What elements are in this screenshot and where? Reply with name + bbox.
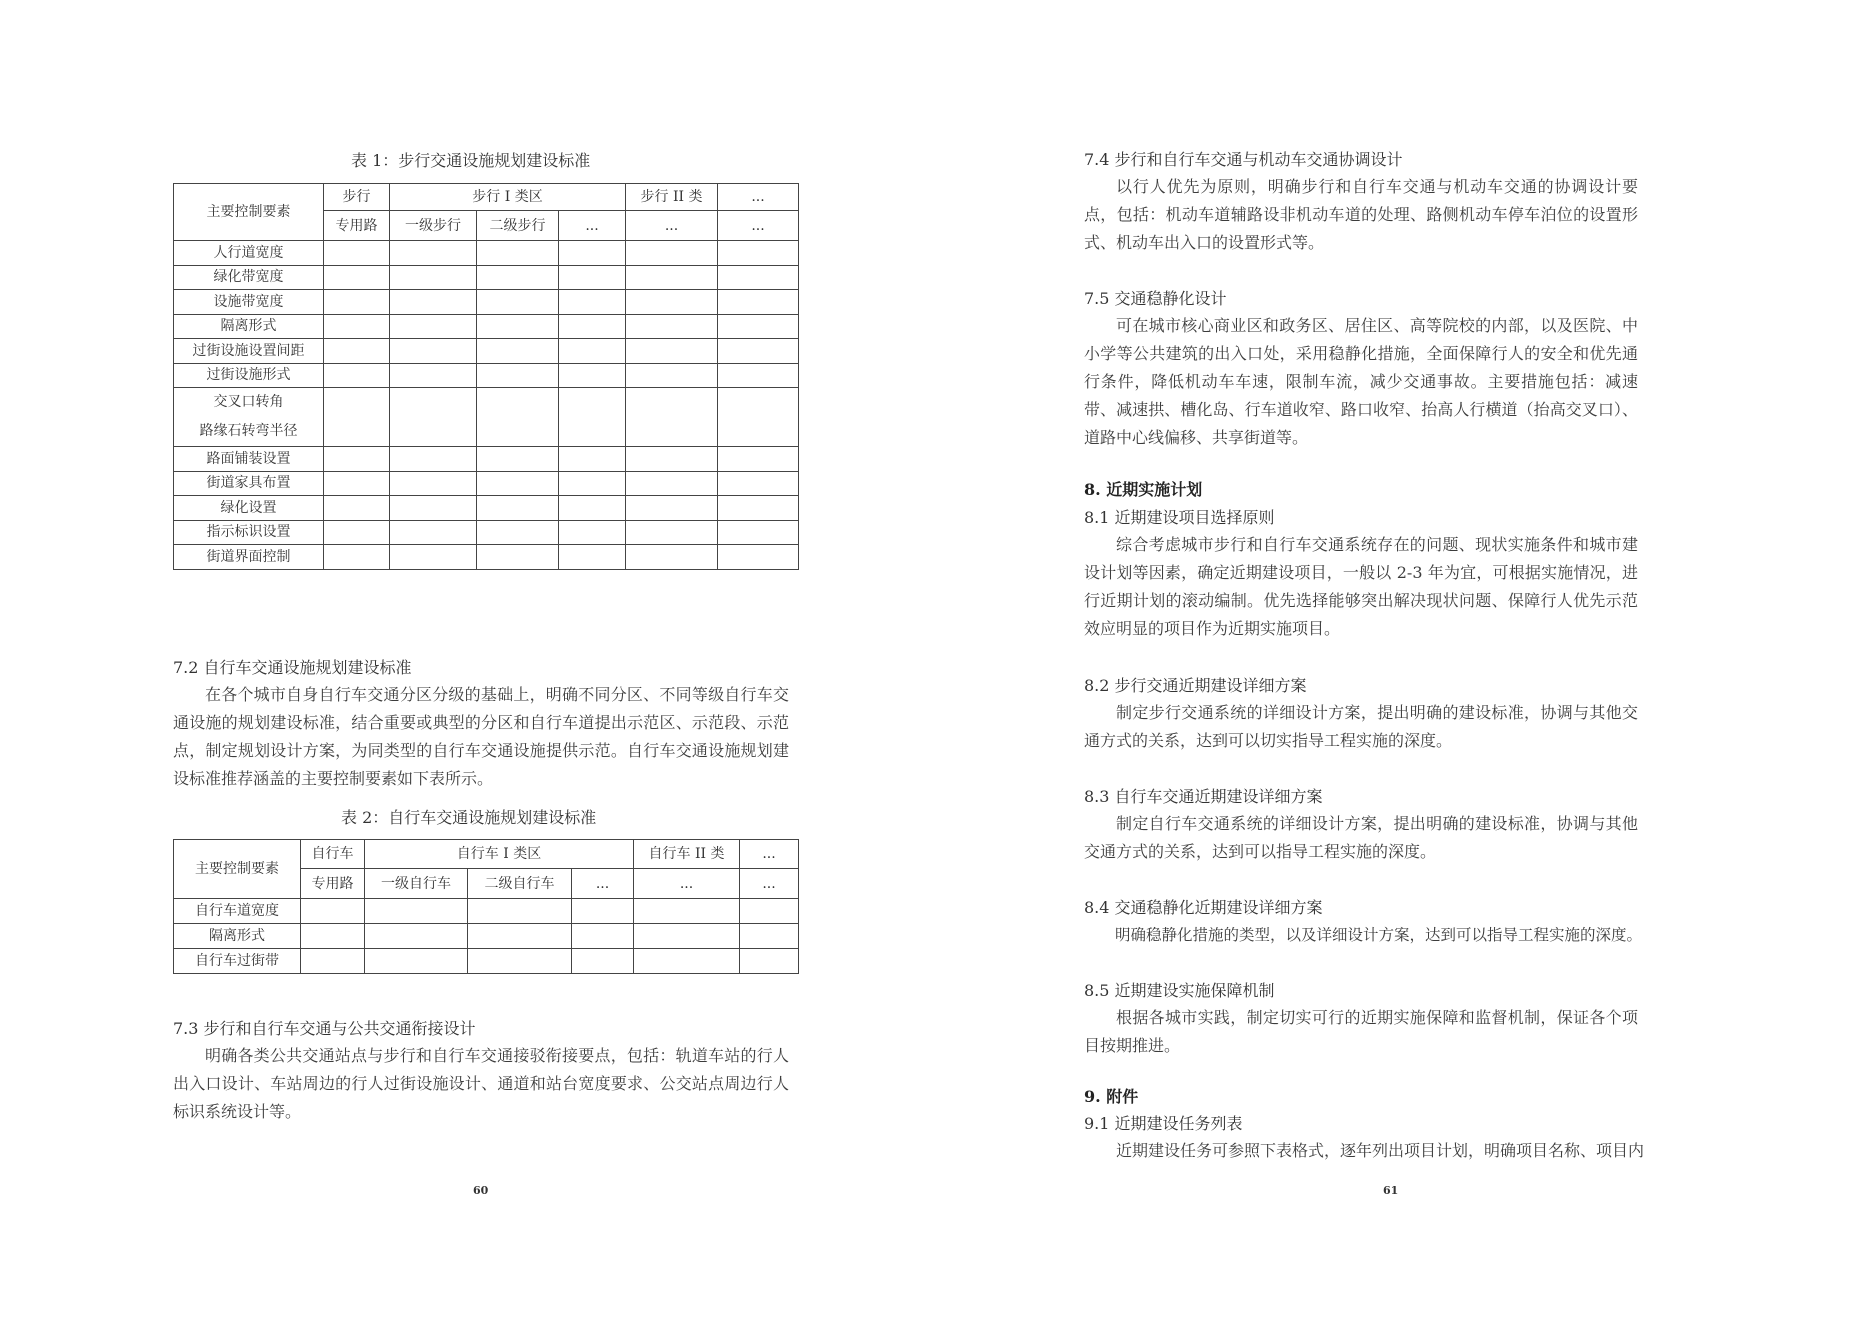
t1-row-label: 人行道宽度 [174,241,324,266]
t1-row [174,363,799,388]
t1-empty-cell [324,339,390,364]
t1-row-label: 街道界面控制 [174,545,324,570]
t1-empty-cell [626,471,718,496]
t2-row [174,949,799,974]
t1-sub-more2: ... [718,211,799,241]
section-8-2-paragraph: 制定步行交通系统的详细设计方案，提出明确的建设标准，协调与其他交通方式的关系，达到可以切实指导工程实施的深度。 [1084,703,1638,750]
t2-empty-cell [365,949,468,974]
t2-empty-cell [301,899,365,924]
t1-empty-cell [390,388,477,447]
section-8-2-heading: 8.2 步行交通近期建设详细方案 [1084,676,1307,695]
t2-empty-cell [740,949,799,974]
t1-empty-cell [559,241,626,266]
t1-empty-cell [718,363,799,388]
t1-row [174,290,799,315]
t2-header-element: 主要控制要素 [174,840,301,899]
t1-header-dedicated-top: 步行 [324,184,390,211]
t1-empty-cell [718,545,799,570]
t1-empty-cell [324,496,390,521]
t1-empty-cell [718,388,799,447]
table-pedestrian-standards [173,183,799,570]
t1-empty-cell [626,339,718,364]
t2-empty-cell [468,924,572,949]
t2-empty-cell [572,899,634,924]
t1-empty-cell [390,314,477,339]
t2-row-label: 隔离形式 [174,924,301,949]
t2-empty-cell [740,899,799,924]
t1-empty-cell [477,290,559,315]
section-7-5-paragraph: 可在城市核心商业区和政务区、居住区、高等院校的内部，以及医院、中小学等公共建筑的出入口处，采用稳静化措施，全面保障行人的安全和优先通行条件，降低机动车车速，限制车流，减少交通事故。主要措施包括：减速带、减速拱、槽化岛、行车道收窄、路口收窄、抬高人行横道（抬高交叉口）、道路中心线偏移、共享街道等。 [1084,316,1638,447]
t2-empty-cell [468,949,572,974]
t1-empty-cell [718,471,799,496]
t1-empty-cell [718,447,799,472]
section-7-3-heading: 7.3 步行和自行车交通与公共交通衔接设计 [173,1019,476,1038]
t2-empty-cell [301,924,365,949]
table1-caption: 表 1：步行交通设施规划建设标准 [351,151,591,170]
t1-row-label: 街道家具布置 [174,471,324,496]
t1-row [174,265,799,290]
t1-empty-cell [559,363,626,388]
t1-header-element: 主要控制要素 [174,184,324,241]
t1-empty-cell [626,496,718,521]
t1-empty-cell [477,496,559,521]
t1-empty-cell [390,545,477,570]
t1-row-label-line1: 交叉口转角 [213,394,284,410]
t1-empty-cell [324,388,390,447]
section-8-1-heading: 8.1 近期建设项目选择原则 [1084,508,1275,527]
t1-header-zone2: 步行 II 类 [626,184,718,211]
t1-empty-cell [559,290,626,315]
t1-empty-cell [626,388,718,447]
t1-row [174,241,799,266]
t1-empty-cell [324,265,390,290]
t1-row [174,314,799,339]
page-number-right: 61 [1383,1184,1399,1197]
t2-empty-cell [365,924,468,949]
section-8-5-paragraph: 根据各城市实践，制定切实可行的近期实施保障和监督机制，保证各个项目按期推进。 [1084,1008,1638,1055]
t1-empty-cell [477,265,559,290]
t2-empty-cell [634,899,740,924]
section-7-4-paragraph: 以行人优先为原则，明确步行和自行车交通与机动车交通的协调设计要点，包括：机动车道辅路设非机动车道的处理、路侧机动车停车泊位的设置形式、机动车出入口的设置形式等。 [1084,177,1638,252]
t1-empty-cell [390,520,477,545]
t1-empty-cell [477,241,559,266]
t1-empty-cell [626,545,718,570]
t1-row [174,545,799,570]
t1-sub-level1: 一级步行 [390,211,477,241]
t1-empty-cell [390,447,477,472]
t2-row [174,899,799,924]
t1-row-label: 过街设施设置间距 [174,339,324,364]
t1-empty-cell [324,471,390,496]
t1-empty-cell [626,290,718,315]
t1-row [174,339,799,364]
t2-row-label: 自行车道宽度 [174,899,301,924]
t2-header-dedicated-bottom: 专用路 [301,869,365,899]
t1-empty-cell [626,363,718,388]
section-9-1-heading: 9.1 近期建设任务列表 [1084,1114,1243,1133]
section-9-heading: 9. 附件 [1084,1087,1139,1106]
t1-row [174,496,799,521]
t1-empty-cell [559,447,626,472]
t2-empty-cell [634,924,740,949]
t1-empty-cell [626,447,718,472]
t1-empty-cell [390,363,477,388]
t1-row-label: 隔离形式 [174,314,324,339]
t2-sub-zone2: ... [634,869,740,899]
t1-empty-cell [559,520,626,545]
t1-empty-cell [718,290,799,315]
t1-row [174,471,799,496]
t1-empty-cell [477,447,559,472]
t1-row-label [174,388,324,447]
section-8-5-heading: 8.5 近期建设实施保障机制 [1084,981,1275,1000]
t1-empty-cell [324,447,390,472]
t1-empty-cell [324,363,390,388]
t2-row [174,924,799,949]
t2-row-label: 自行车过街带 [174,949,301,974]
t1-empty-cell [626,265,718,290]
section-7-3-paragraph: 明确各类公共交通站点与步行和自行车交通接驳衔接要点，包括：轨道车站的行人出入口设计、车站周边的行人过街设施设计、通道和站台宽度要求、公交站点周边行人标识系统设计等。 [173,1046,789,1121]
t1-empty-cell [477,471,559,496]
table2-caption: 表 2：自行车交通设施规划建设标准 [341,808,597,827]
t1-empty-cell [559,388,626,447]
t2-empty-cell [634,949,740,974]
section-8-3-heading: 8.3 自行车交通近期建设详细方案 [1084,787,1323,806]
t1-sub-zone2: ... [626,211,718,241]
section-9-1-paragraph: 近期建设任务可参照下表格式，逐年列出项目计划，明确项目名称、项目内 [1116,1141,1644,1160]
t1-row [174,520,799,545]
t1-row [174,388,799,447]
t1-empty-cell [718,314,799,339]
t1-empty-cell [559,471,626,496]
t1-empty-cell [718,339,799,364]
t1-empty-cell [559,496,626,521]
t2-sub-more: ... [572,869,634,899]
section-7-2-heading: 7.2 自行车交通设施规划建设标准 [173,658,412,677]
section-8-4-paragraph: 明确稳静化措施的类型，以及详细设计方案，达到可以指导工程实施的深度。 [1115,926,1643,944]
section-8-heading: 8. 近期实施计划 [1084,480,1203,499]
t1-empty-cell [390,496,477,521]
t2-empty-cell [572,949,634,974]
t1-sub-more: ... [559,211,626,241]
t1-empty-cell [477,314,559,339]
t1-empty-cell [559,339,626,364]
section-8-3-paragraph: 制定自行车交通系统的详细设计方案，提出明确的建设标准，协调与其他交通方式的关系，达到可以指导工程实施的深度。 [1084,814,1638,861]
t1-empty-cell [324,314,390,339]
t2-empty-cell [572,924,634,949]
t1-empty-cell [718,520,799,545]
t1-header-dedicated-bottom: 专用路 [324,211,390,241]
table-bicycle-standards [173,839,799,974]
t1-empty-cell [559,265,626,290]
t1-row-label: 指示标识设置 [174,520,324,545]
t2-sub-level2: 二级自行车 [468,869,572,899]
t1-row-label: 绿化带宽度 [174,265,324,290]
t1-empty-cell [559,545,626,570]
t1-empty-cell [477,545,559,570]
t1-empty-cell [324,241,390,266]
left-page [0,0,935,1323]
t1-empty-cell [477,339,559,364]
section-7-4-heading: 7.4 步行和自行车交通与机动车交通协调设计 [1084,150,1403,169]
t1-empty-cell [559,314,626,339]
t1-empty-cell [324,520,390,545]
t1-empty-cell [477,363,559,388]
section-7-2-paragraph: 在各个城市自身自行车交通分区分级的基础上，明确不同分区、不同等级自行车交通设施的规划建设标准，结合重要或典型的分区和自行车道提出示范区、示范段、示范点，制定规划设计方案，为同类型的自行车交通设施提供示范。自行车交通设施规划建设标准推荐涵盖的主要控制要素如下表所示。 [173,685,789,788]
t1-row-label: 设施带宽度 [174,290,324,315]
right-page [935,0,1871,1323]
t1-empty-cell [477,520,559,545]
t1-empty-cell [390,241,477,266]
t1-empty-cell [626,241,718,266]
t1-empty-cell [390,339,477,364]
t2-empty-cell [468,899,572,924]
t1-row-label: 路面铺装设置 [174,447,324,472]
t2-sub-more2: ... [740,869,799,899]
t1-empty-cell [718,241,799,266]
t2-empty-cell [365,899,468,924]
t1-empty-cell [626,314,718,339]
t1-empty-cell [390,265,477,290]
t1-empty-cell [324,290,390,315]
t1-empty-cell [718,496,799,521]
section-8-1-paragraph: 综合考虑城市步行和自行车交通系统存在的问题、现状实施条件和城市建设计划等因素，确定近期建设项目，一般以 2-3 年为宜，可根据实施情况，进行近期计划的滚动编制。优先选择能够突出解决现状问题、保障行人优先示范效应明显的项目作为近期实施项目。 [1084,535,1638,638]
t1-empty-cell [390,290,477,315]
t2-header-zone2: 自行车 II 类 [634,840,740,869]
t2-header-more: ... [740,840,799,869]
t1-row-label: 过街设施形式 [174,363,324,388]
t2-empty-cell [301,949,365,974]
t2-sub-level1: 一级自行车 [365,869,468,899]
t2-header-dedicated-top: 自行车 [301,840,365,869]
t1-header-more: ... [718,184,799,211]
t2-header-zone1: 自行车 I 类区 [365,840,634,869]
t1-empty-cell [324,545,390,570]
t1-header-zone1: 步行 I 类区 [390,184,626,211]
t1-row-label: 绿化设置 [174,496,324,521]
t1-empty-cell [390,471,477,496]
t1-empty-cell [626,520,718,545]
t2-empty-cell [740,924,799,949]
t1-sub-level2: 二级步行 [477,211,559,241]
t1-row [174,447,799,472]
t1-row-label-line2: 路缘石转弯半径 [199,423,298,439]
section-8-4-heading: 8.4 交通稳静化近期建设详细方案 [1084,898,1323,917]
page-number-left: 60 [473,1184,489,1197]
section-7-5-heading: 7.5 交通稳静化设计 [1084,289,1227,308]
t1-empty-cell [718,265,799,290]
t1-empty-cell [477,388,559,447]
